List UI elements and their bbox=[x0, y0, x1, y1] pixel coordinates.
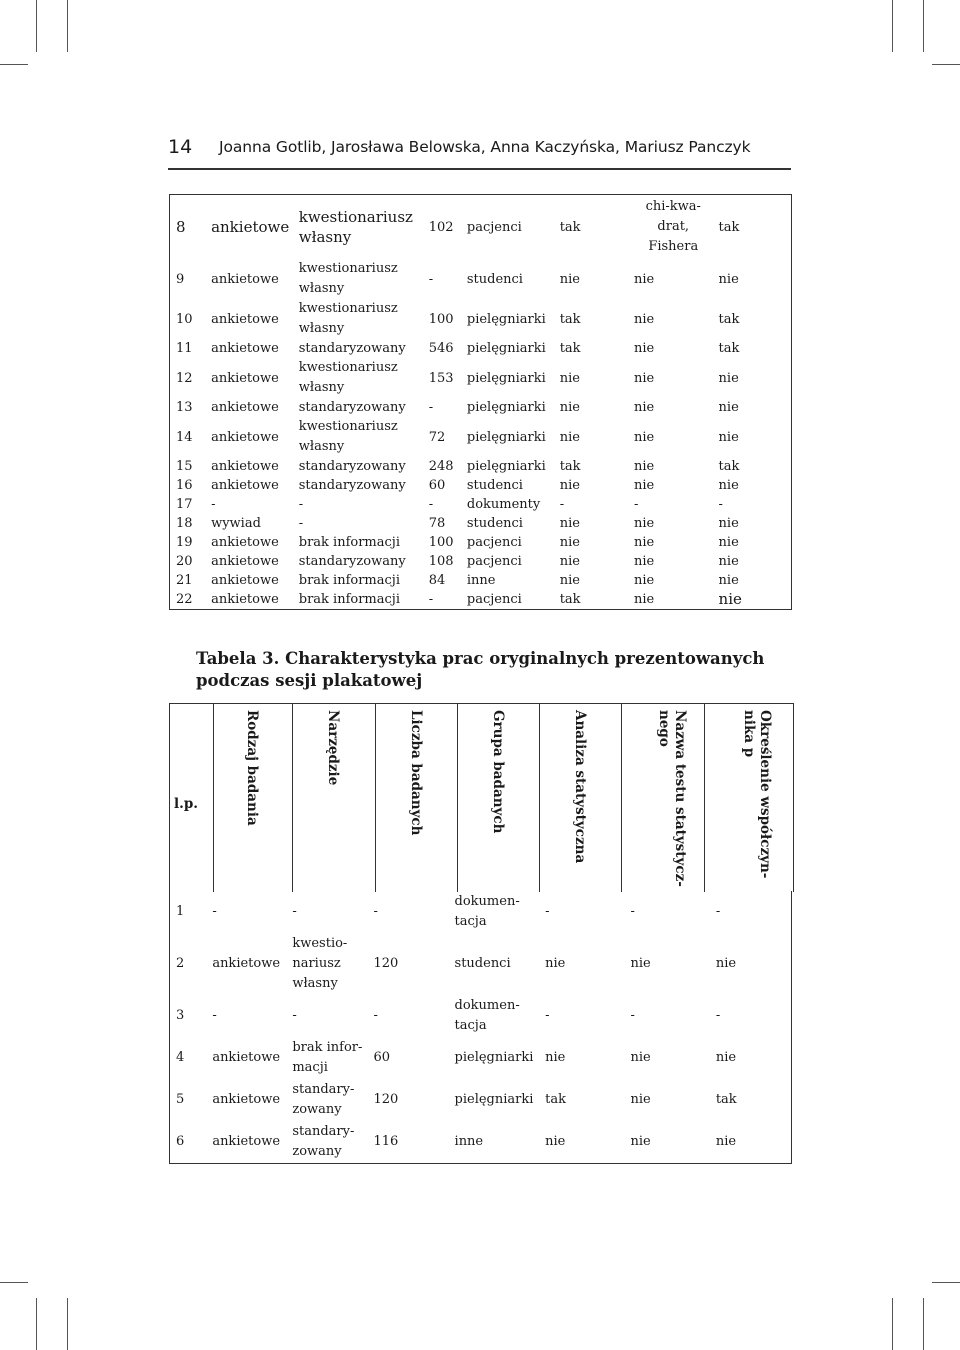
cell-p-value: nie bbox=[718, 400, 739, 415]
table-row bbox=[170, 417, 792, 457]
cell-p-value: nie bbox=[718, 535, 739, 550]
table-row bbox=[170, 995, 792, 1037]
cell-row-number: 11 bbox=[176, 341, 193, 356]
header-cell-liczba bbox=[375, 704, 458, 892]
crop-mark bbox=[923, 0, 924, 52]
crop-mark bbox=[932, 1282, 960, 1283]
cell-group: studenci bbox=[466, 271, 523, 287]
cell-sample-size: 72 bbox=[428, 429, 446, 445]
cell-row-number: 2 bbox=[176, 956, 185, 971]
table-row bbox=[170, 514, 792, 533]
cell-stat-analysis: tak bbox=[559, 592, 581, 607]
header-rodzaj-badania: Rodzaj badania bbox=[244, 710, 260, 826]
crop-mark bbox=[67, 1298, 68, 1350]
cell-group: pielęgniarki bbox=[466, 311, 546, 327]
cell-study-type: ankietowe bbox=[212, 1050, 281, 1065]
cell-p-value: nie bbox=[718, 478, 739, 493]
cell-test-name: nie bbox=[630, 1050, 651, 1065]
cell-row-number: 14 bbox=[176, 429, 193, 445]
cell-study-type: ankietowe bbox=[211, 217, 290, 236]
cell-study-type: ankietowe bbox=[211, 592, 279, 607]
cell-row-number: 16 bbox=[176, 478, 193, 493]
cell-test-name: nie bbox=[633, 370, 655, 386]
cell-stat-analysis: nie bbox=[559, 370, 580, 386]
cell-group: dokumen- tacja bbox=[454, 998, 520, 1033]
cell-row-number: 20 bbox=[176, 554, 193, 569]
table-2-continuation bbox=[169, 194, 792, 610]
header-lp: l.p. bbox=[174, 796, 198, 812]
cell-stat-analysis: nie bbox=[559, 516, 580, 531]
cell-tool: standaryzowany bbox=[298, 400, 406, 415]
cell-row-number: 13 bbox=[176, 400, 193, 415]
cell-tool: kwestio- nariusz własny bbox=[292, 936, 348, 991]
cell-group: pielęgniarki bbox=[466, 370, 546, 386]
cell-stat-analysis: tak bbox=[545, 1092, 566, 1107]
cell-tool: brak informacji bbox=[298, 592, 400, 607]
cell-test-name: - bbox=[630, 1008, 635, 1023]
cell-tool: - bbox=[298, 497, 304, 512]
cell-tool: kwestionariusz własny bbox=[298, 208, 413, 246]
header-grupa-badanych: Grupa badanych bbox=[490, 710, 506, 834]
cell-group: pacjenci bbox=[466, 535, 522, 550]
cell-group: pielęgniarki bbox=[454, 1050, 534, 1065]
cell-p-value: - bbox=[715, 904, 721, 919]
cell-sample-size: - bbox=[428, 271, 434, 287]
cell-group: pacjenci bbox=[466, 554, 522, 569]
table-3-header bbox=[169, 703, 794, 892]
cell-stat-analysis: - bbox=[545, 904, 550, 919]
cell-row-number: 18 bbox=[176, 516, 193, 531]
cell-p-value: tak bbox=[715, 1092, 737, 1107]
table-row bbox=[170, 358, 792, 398]
cell-study-type: ankietowe bbox=[212, 1134, 281, 1149]
cell-test-name: chi-kwa-drat, Fishera bbox=[645, 199, 701, 254]
header-rule bbox=[168, 168, 791, 170]
cell-sample-size: 84 bbox=[428, 573, 446, 588]
cell-p-value: - bbox=[715, 1008, 721, 1023]
cell-tool: kwestionariusz własny bbox=[298, 301, 398, 336]
cell-tool: brak informacji bbox=[298, 573, 400, 588]
header-okreslenie-p: Określenie współczyn-nika p bbox=[741, 710, 773, 879]
cell-p-value: tak bbox=[718, 459, 740, 474]
table-row bbox=[170, 495, 792, 514]
cell-tool: - bbox=[292, 904, 297, 919]
cell-group: dokumenty bbox=[466, 497, 541, 512]
crop-mark bbox=[0, 64, 28, 65]
header-cell-analiza bbox=[539, 704, 622, 892]
crop-mark bbox=[67, 0, 68, 52]
cell-test-name: nie bbox=[633, 429, 655, 445]
header-nazwa-testu: Nazwa testu statystycz-nego bbox=[656, 710, 688, 887]
table-row bbox=[170, 1037, 792, 1079]
cell-p-value: - bbox=[718, 497, 723, 512]
cell-study-type: ankietowe bbox=[211, 554, 279, 569]
cell-p-value: nie bbox=[718, 590, 742, 608]
cell-study-type: ankietowe bbox=[211, 535, 279, 550]
cell-study-type: ankietowe bbox=[212, 1092, 281, 1107]
cell-study-type: ankietowe bbox=[211, 400, 279, 415]
cell-row-number: 4 bbox=[176, 1050, 185, 1065]
cell-group: pielęgniarki bbox=[466, 459, 546, 474]
table-row bbox=[170, 571, 792, 590]
cell-sample-size: 153 bbox=[428, 370, 454, 386]
cell-test-name: nie bbox=[633, 400, 655, 415]
cell-tool: standaryzowany bbox=[298, 554, 406, 569]
cell-p-value: nie bbox=[718, 516, 739, 531]
cell-row-number: 6 bbox=[176, 1134, 185, 1149]
cell-sample-size: 120 bbox=[373, 956, 399, 971]
cell-p-value: nie bbox=[715, 1050, 737, 1065]
cell-group: pielęgniarki bbox=[466, 341, 546, 356]
cell-sample-size: - bbox=[428, 400, 434, 415]
cell-study-type: ankietowe bbox=[211, 341, 279, 356]
cell-test-name: nie bbox=[633, 535, 655, 550]
cell-study-type: ankietowe bbox=[212, 956, 281, 971]
cell-row-number: 3 bbox=[176, 1008, 185, 1023]
cell-stat-analysis: nie bbox=[545, 1134, 566, 1149]
cell-p-value: tak bbox=[718, 311, 740, 327]
crop-mark bbox=[932, 64, 960, 65]
header-narzedzie: Narzędzie bbox=[325, 710, 341, 786]
cell-group: pielęgniarki bbox=[454, 1092, 534, 1107]
table-row bbox=[170, 299, 792, 339]
cell-row-number: 17 bbox=[176, 497, 193, 512]
cell-group: studenci bbox=[466, 516, 523, 531]
cell-tool: standaryzowany bbox=[298, 341, 406, 356]
cell-test-name: - bbox=[633, 497, 639, 512]
cell-test-name: nie bbox=[633, 459, 655, 474]
cell-p-value: tak bbox=[718, 341, 740, 356]
cell-test-name: nie bbox=[633, 478, 655, 493]
cell-tool: brak infor- macji bbox=[292, 1040, 363, 1075]
cell-sample-size: 102 bbox=[428, 219, 454, 235]
table-row bbox=[170, 533, 792, 552]
table-row bbox=[170, 1079, 792, 1121]
cell-stat-analysis: nie bbox=[545, 1050, 566, 1065]
cell-stat-analysis: - bbox=[545, 1008, 550, 1023]
cell-sample-size: 100 bbox=[428, 535, 454, 550]
cell-sample-size: - bbox=[428, 497, 434, 512]
cell-stat-analysis: tak bbox=[559, 219, 581, 235]
cell-sample-size: 60 bbox=[373, 1050, 390, 1065]
header-liczba-badanych: Liczba badanych bbox=[408, 710, 424, 836]
cell-tool: standaryzowany bbox=[298, 459, 406, 474]
cell-tool: standaryzowany bbox=[298, 478, 406, 493]
cell-stat-analysis: nie bbox=[559, 573, 580, 588]
cell-p-value: tak bbox=[718, 219, 740, 235]
cell-stat-analysis: nie bbox=[559, 400, 580, 415]
cell-row-number: 10 bbox=[176, 311, 193, 327]
cell-study-type: - bbox=[212, 1008, 217, 1023]
cell-p-value: nie bbox=[718, 573, 739, 588]
crop-mark bbox=[923, 1298, 924, 1350]
table-3 bbox=[169, 891, 792, 1164]
cell-sample-size: 248 bbox=[428, 459, 454, 474]
header-cell-narzedzie bbox=[292, 704, 376, 892]
cell-stat-analysis: nie bbox=[559, 535, 580, 550]
crop-mark bbox=[36, 1298, 37, 1350]
cell-tool: kwestionariusz własny bbox=[298, 360, 398, 395]
cell-stat-analysis: - bbox=[559, 497, 565, 512]
cell-group: studenci bbox=[454, 956, 511, 971]
cell-study-type: ankietowe bbox=[211, 573, 279, 588]
cell-group: pacjenci bbox=[466, 592, 522, 607]
crop-mark bbox=[0, 1282, 28, 1283]
cell-tool: kwestionariusz własny bbox=[298, 261, 398, 296]
cell-stat-analysis: tak bbox=[559, 311, 581, 327]
cell-p-value: nie bbox=[715, 1134, 737, 1149]
cell-sample-size: 546 bbox=[428, 341, 454, 356]
table-3-caption: Tabela 3. Charakterystyka prac oryginalnych prezentowanych podczas sesji plakatowej bbox=[196, 649, 765, 690]
page-number: 14 bbox=[168, 136, 193, 158]
cell-p-value: nie bbox=[718, 554, 739, 569]
header-cell-grupa bbox=[457, 704, 540, 892]
cell-row-number: 5 bbox=[176, 1092, 185, 1107]
cell-study-type: ankietowe bbox=[211, 429, 279, 445]
table-row bbox=[170, 259, 792, 299]
cell-tool: standary- zowany bbox=[292, 1082, 355, 1117]
cell-test-name: nie bbox=[630, 956, 651, 971]
cell-group: pielęgniarki bbox=[466, 400, 546, 415]
cell-test-name: nie bbox=[633, 311, 655, 327]
table-row bbox=[170, 933, 792, 995]
cell-test-name: nie bbox=[630, 1092, 651, 1107]
cell-study-type: wywiad bbox=[211, 516, 261, 531]
cell-sample-size: 120 bbox=[373, 1092, 399, 1107]
cell-sample-size: 108 bbox=[428, 554, 454, 569]
cell-stat-analysis: nie bbox=[559, 554, 580, 569]
cell-stat-analysis: tak bbox=[559, 341, 581, 356]
table-row bbox=[170, 195, 792, 260]
cell-stat-analysis: nie bbox=[545, 956, 566, 971]
cell-group: inne bbox=[466, 573, 496, 588]
cell-row-number: 22 bbox=[176, 592, 193, 607]
cell-row-number: 21 bbox=[176, 573, 193, 588]
cell-stat-analysis: nie bbox=[559, 478, 580, 493]
table-row bbox=[170, 552, 792, 571]
cell-tool: - bbox=[292, 1008, 297, 1023]
table-row bbox=[170, 339, 792, 358]
cell-p-value: nie bbox=[715, 956, 737, 971]
cell-study-type: ankietowe bbox=[211, 311, 279, 327]
cell-sample-size: - bbox=[428, 592, 434, 607]
cell-sample-size: 60 bbox=[428, 478, 446, 493]
cell-test-name: nie bbox=[633, 341, 655, 356]
cell-study-type: ankietowe bbox=[211, 370, 279, 386]
cell-tool: kwestionariusz własny bbox=[298, 419, 398, 454]
cell-test-name: - bbox=[630, 904, 635, 919]
cell-p-value: nie bbox=[718, 429, 739, 445]
cell-sample-size: - bbox=[373, 1008, 378, 1023]
running-head-authors: Joanna Gotlib, Jarosława Belowska, Anna Kaczyńska, Mariusz Panczyk bbox=[219, 138, 751, 156]
cell-sample-size: 78 bbox=[428, 516, 446, 531]
crop-mark bbox=[892, 1298, 893, 1350]
header-cell-rodzaj bbox=[213, 704, 293, 892]
cell-stat-analysis: nie bbox=[559, 271, 580, 287]
table-row bbox=[170, 590, 792, 610]
cell-study-type: ankietowe bbox=[211, 271, 279, 287]
cell-test-name: nie bbox=[633, 516, 655, 531]
cell-tool: standary- zowany bbox=[292, 1124, 355, 1159]
cell-test-name: nie bbox=[633, 271, 655, 287]
cell-tool: - bbox=[298, 516, 304, 531]
table-row bbox=[170, 476, 792, 495]
cell-sample-size: 100 bbox=[428, 311, 454, 327]
cell-row-number: 12 bbox=[176, 370, 193, 386]
cell-group: pacjenci bbox=[466, 219, 522, 235]
header-cell-nazwa bbox=[621, 704, 705, 892]
table-row bbox=[170, 1121, 792, 1164]
cell-p-value: nie bbox=[718, 271, 739, 287]
header-analiza-statystyczna: Analiza statystyczna bbox=[572, 710, 588, 864]
cell-row-number: 15 bbox=[176, 459, 193, 474]
cell-p-value: nie bbox=[718, 370, 739, 386]
cell-test-name: nie bbox=[633, 592, 655, 607]
cell-row-number: 1 bbox=[176, 904, 185, 919]
cell-row-number: 9 bbox=[176, 271, 185, 287]
table-row bbox=[170, 457, 792, 476]
cell-study-type: - bbox=[212, 904, 217, 919]
cell-group: dokumen- tacja bbox=[454, 894, 520, 929]
cell-study-type: ankietowe bbox=[211, 459, 279, 474]
cell-test-name: nie bbox=[633, 573, 655, 588]
cell-group: pielęgniarki bbox=[466, 429, 546, 445]
cell-study-type: ankietowe bbox=[211, 478, 279, 493]
table-row bbox=[170, 891, 792, 933]
cell-study-type: - bbox=[211, 497, 216, 512]
header-cell-okreslenie bbox=[704, 704, 793, 892]
table-row bbox=[170, 398, 792, 417]
cell-row-number: 8 bbox=[176, 217, 186, 236]
cell-sample-size: 116 bbox=[373, 1134, 399, 1149]
cell-group: studenci bbox=[466, 478, 523, 493]
cell-stat-analysis: nie bbox=[559, 429, 580, 445]
cell-stat-analysis: tak bbox=[559, 459, 581, 474]
cell-tool: brak informacji bbox=[298, 535, 400, 550]
crop-mark bbox=[892, 0, 893, 52]
cell-test-name: nie bbox=[630, 1134, 651, 1149]
cell-group: inne bbox=[454, 1134, 484, 1149]
cell-row-number: 19 bbox=[176, 535, 193, 550]
cell-test-name: nie bbox=[633, 554, 655, 569]
crop-mark bbox=[36, 0, 37, 52]
cell-sample-size: - bbox=[373, 904, 378, 919]
